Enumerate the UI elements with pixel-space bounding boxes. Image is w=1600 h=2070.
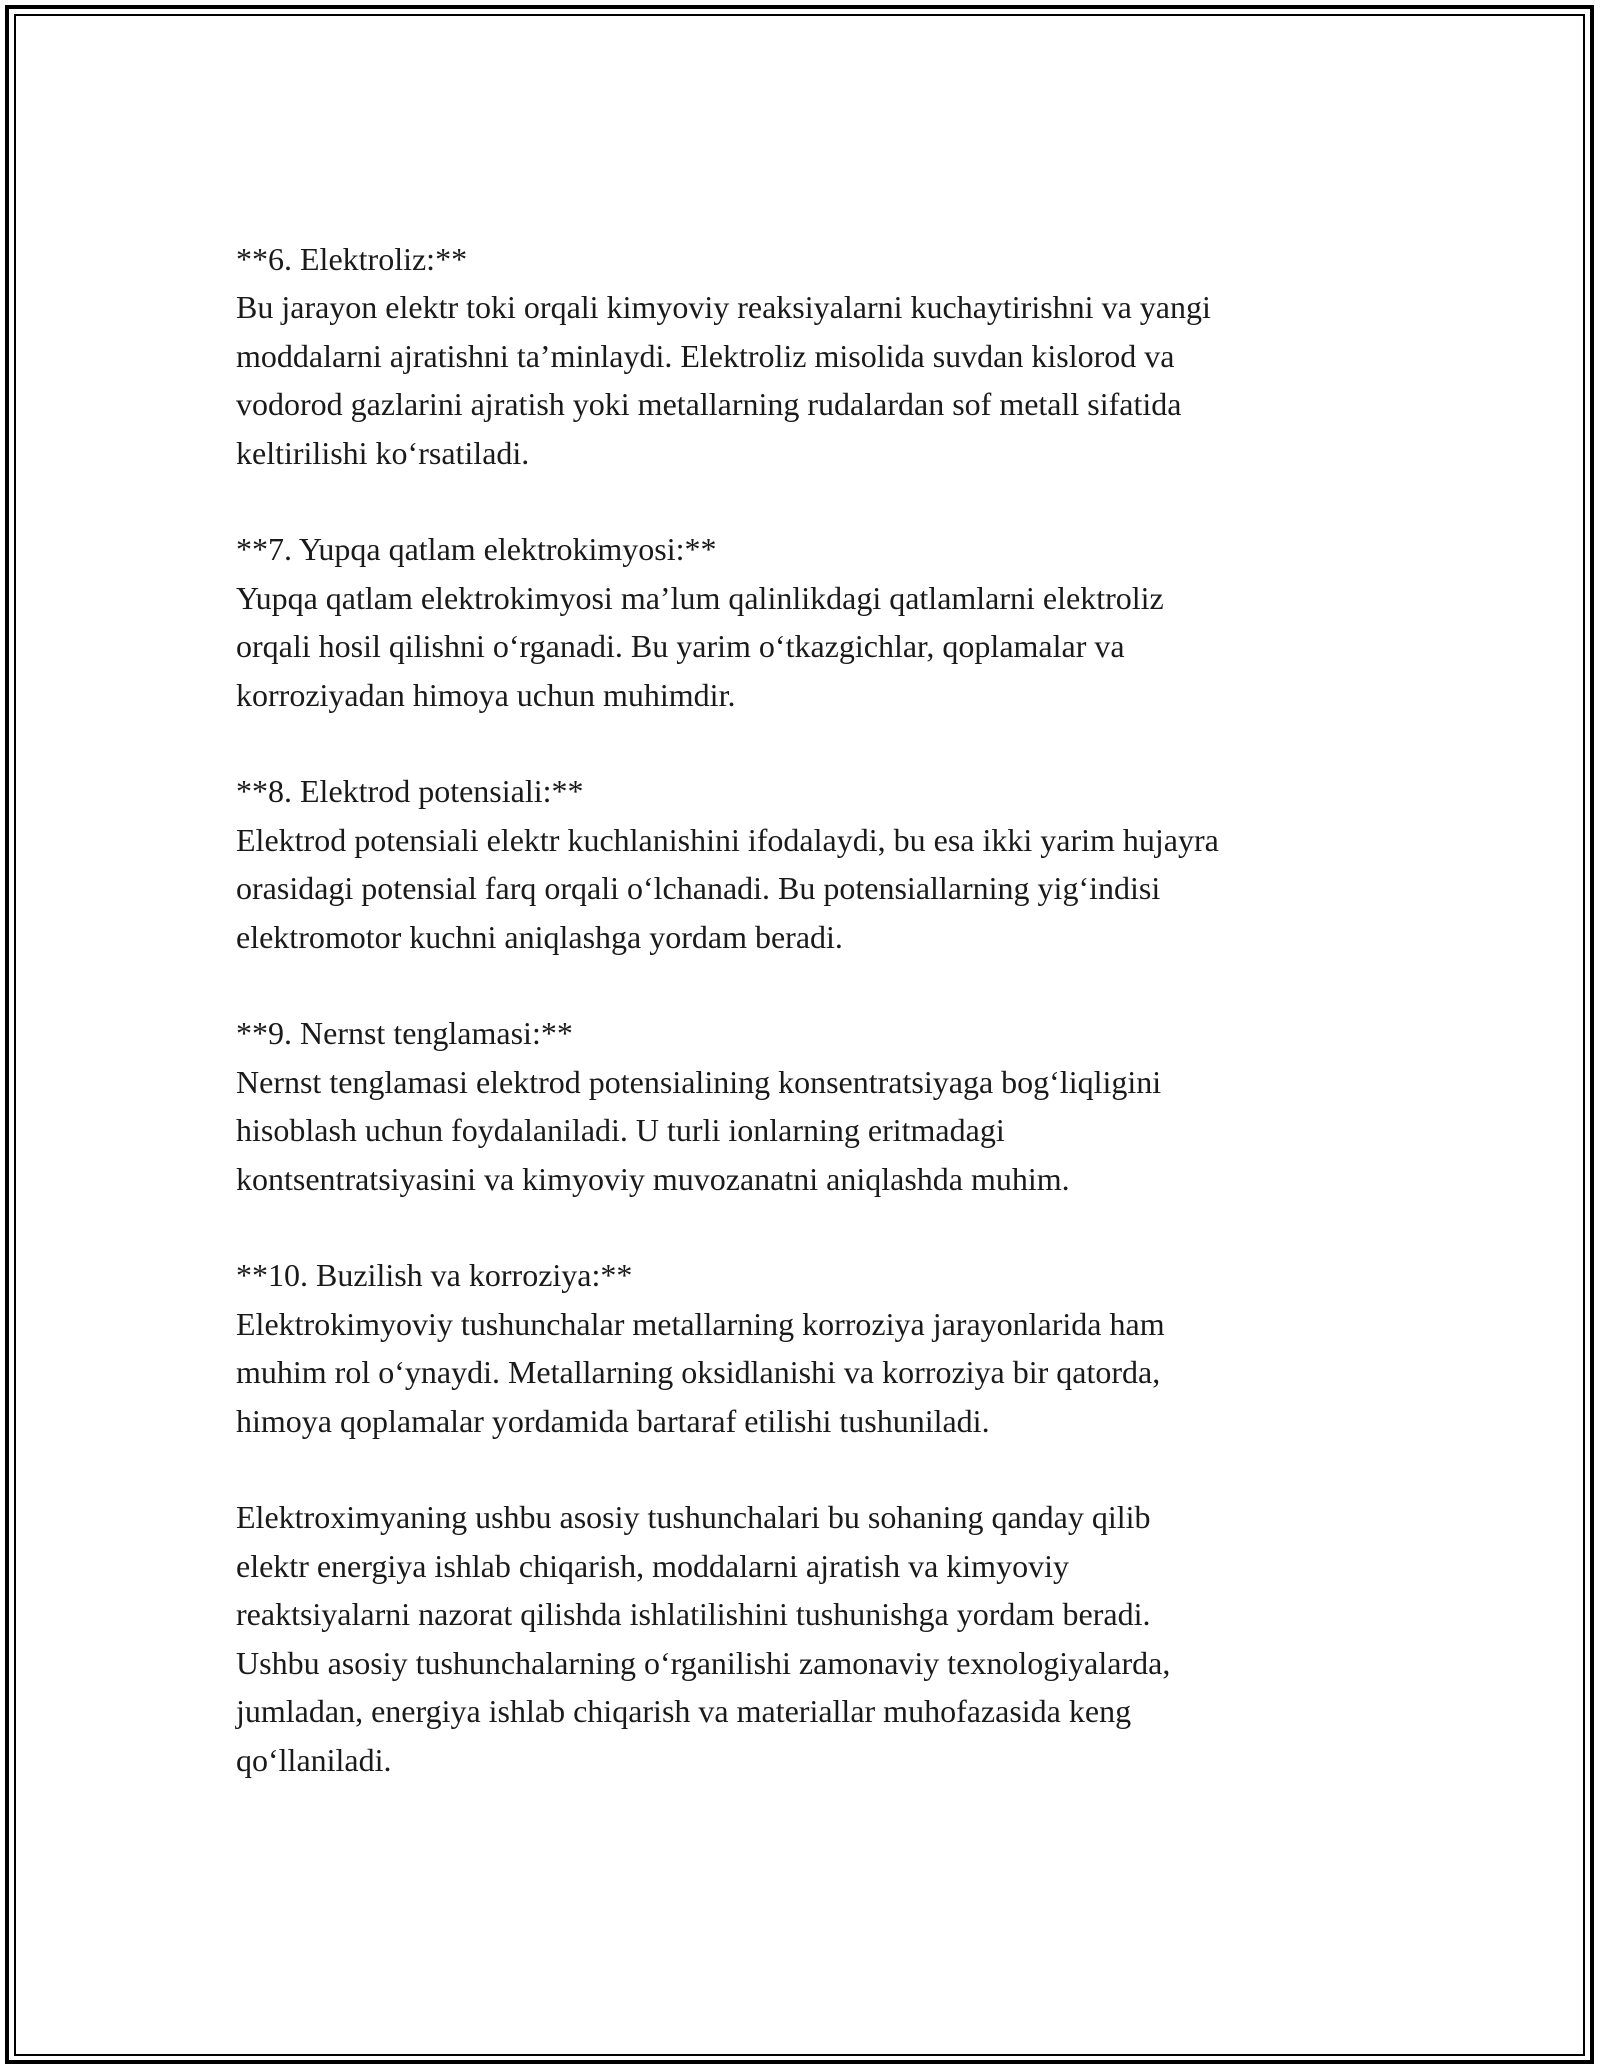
section-paragraph: Elektrod potensiali elektr kuchlanishini ifodalaydi, bu esa ikki yarim hujayra orasidagi potensial farq orqali o‘lchanadi. Bu potensiallarning yig‘indisi elektromotor kuchni aniqlashga yordam beradi. xyxy=(236,821,1219,955)
section-heading: **7. Yupqa qatlam elektrokimyosi:** xyxy=(236,531,717,568)
section-korroziya xyxy=(236,1251,1396,1445)
section-heading: **8. Elektrod potensiali:** xyxy=(236,773,584,810)
section-nernst xyxy=(236,1009,1396,1203)
section-yupqa-qatlam xyxy=(236,525,1396,719)
section-heading: **9. Nernst tenglamasi:** xyxy=(236,1015,573,1052)
section-heading: **6. Elektroliz:** xyxy=(236,241,468,277)
section-paragraph: Bu jarayon elektr toki orqali kimyoviy reaksiyalarni kuchaytirishni va yangi moddalarni ajratishni ta’minlaydi. Elektroliz misolida suvdan kislorod va vodorod gazlarini ajratish yoki metallarning rudalardan sof metall sifatida keltirilishi ko‘rsatiladi. xyxy=(236,289,1211,471)
section-paragraph: Elektrokimyoviy tushunchalar metallarning korroziya jarayonlarida ham muhim rol o‘ynaydi. Metallarning oksidlanishi va korroziya bir qatorda, himoya qoplamalar yordamida bartaraf etilishi tushuniladi. xyxy=(236,1305,1165,1439)
section-elektrod-potensiali xyxy=(236,767,1396,961)
document-body xyxy=(236,235,1396,1784)
conclusion-paragraph: Elektroximyaning ushbu asosiy tushunchalari bu sohaning qanday qilib elektr energiya ishlab chiqarish, moddalarni ajratish va kimyoviy reaktsiyalarni nazorat qilishda ishlatilishini tushunishga yordam beradi. Ushbu asosiy tushunchalarning o‘rganilishi zamonaviy texnologiyalarda, jumladan, energiya ishlab chiqarish va materiallar muhofazasida keng qo‘llaniladi. xyxy=(236,1499,1171,1778)
section-heading: **10. Buzilish va korroziya:** xyxy=(236,1257,633,1294)
section-paragraph: Nernst tenglamasi elektrod potensialining konsentratsiyaga bog‘liqligini hisoblash uchun foydalaniladi. U turli ionlarning eritmadagi kontsentratsiyasini va kimyoviy muvozanatni aniqlashda muhim. xyxy=(236,1063,1162,1197)
section-elektroliz xyxy=(236,235,1396,477)
section-paragraph: Yupqa qatlam elektrokimyosi ma’lum qalinlikdagi qatlamlarni elektroliz orqali hosil qilishni o‘rganadi. Bu yarim o‘tkazgichlar, qoplamalar va korroziyadan himoya uchun muhimdir. xyxy=(236,579,1164,713)
